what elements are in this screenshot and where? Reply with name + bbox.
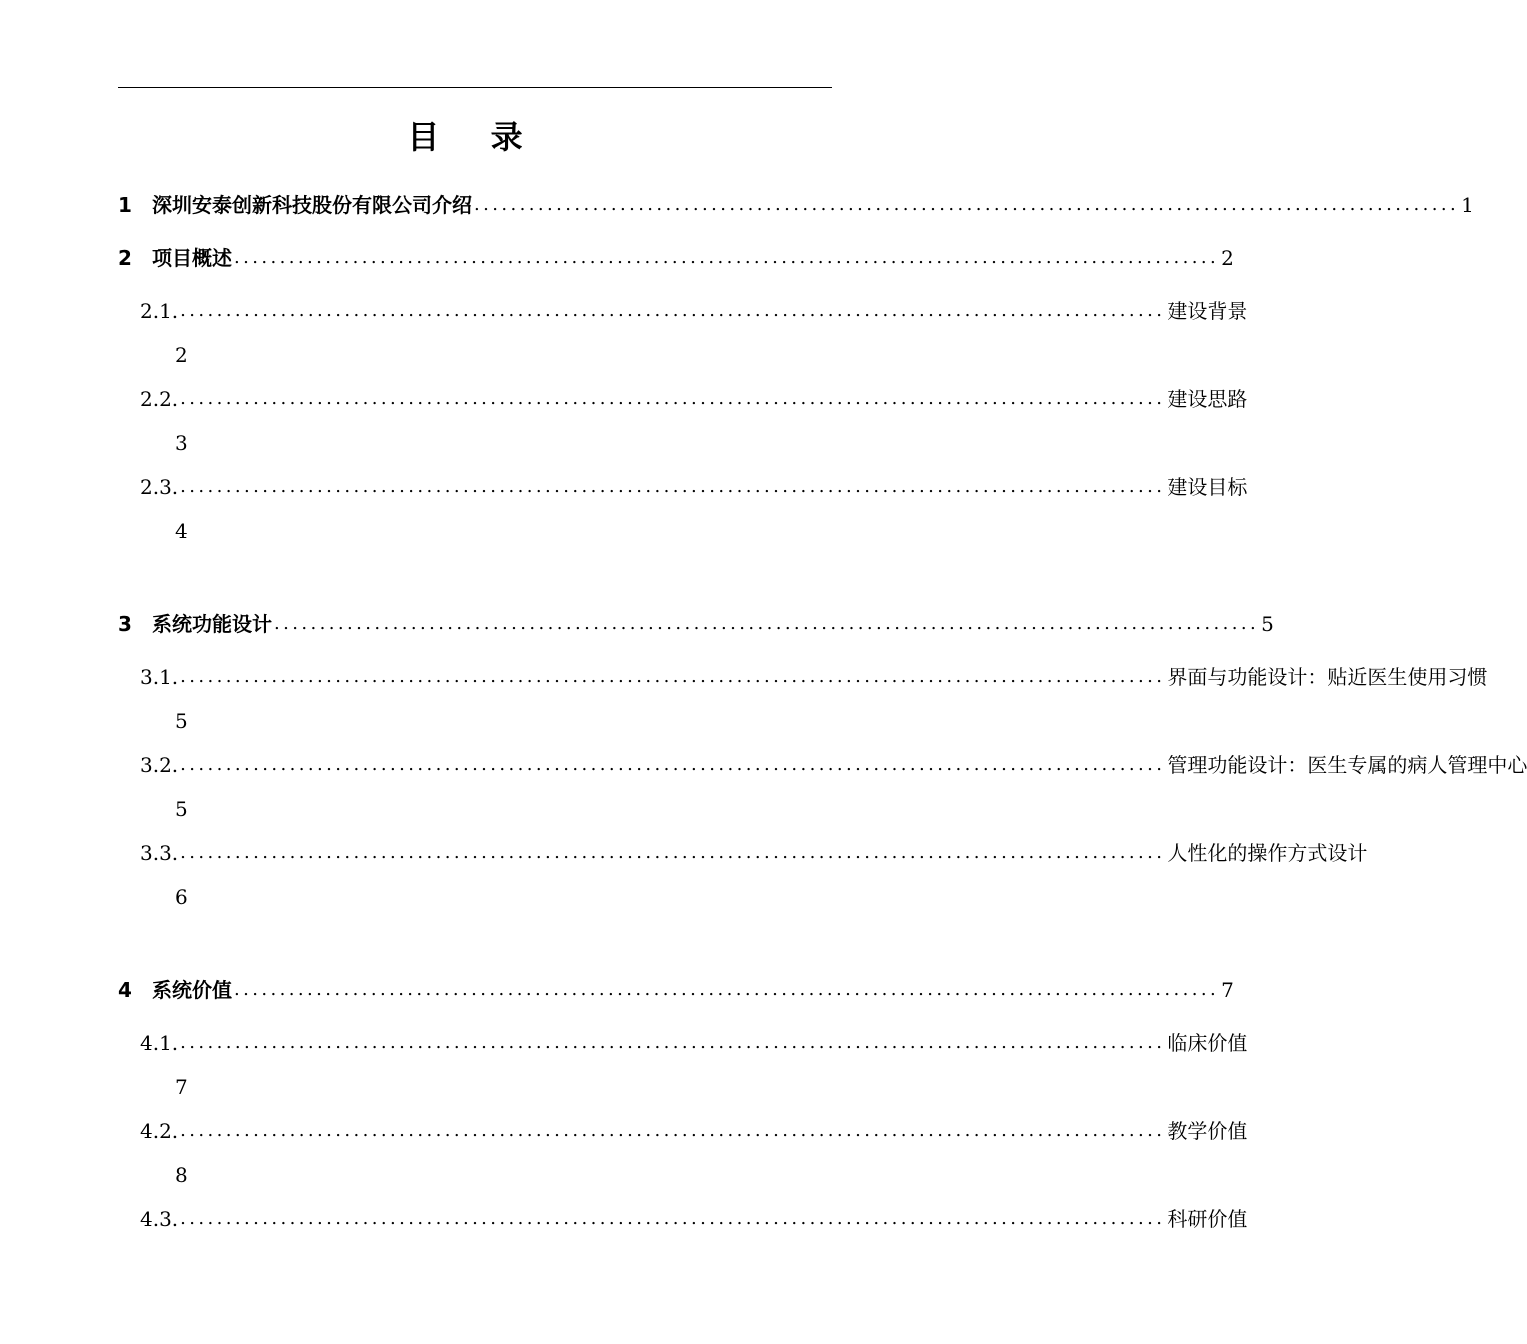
dot-leader: ............................................................................................................ [180,388,1166,409]
toc-entry-number: 2.1. [140,299,179,323]
dot-leader: ............................................................................................................ [180,842,1166,863]
toc-entry-number: 4.1. [140,1031,179,1055]
toc-entry-number: 4.3. [140,1207,179,1231]
toc-entry-label: 建设背景 [1167,299,1248,323]
dot-leader: ............................................................................................................ [180,476,1166,497]
toc-entry-1[interactable] [118,190,1474,220]
toc-entry-page: 2 [1221,246,1234,270]
toc-entry-page: 2 [175,343,188,367]
toc-entry-page: 4 [175,519,188,543]
toc-entry-number: 2 [118,246,132,270]
dot-leader: ............................................................................................................ [234,247,1220,268]
toc-title: 目 录 [407,118,543,156]
toc-entry-page: 1 [1461,193,1474,217]
dot-leader: ............................................................................................................ [274,613,1260,634]
toc-entry-number: 1 [118,193,132,217]
toc-entry-number: 3.2. [140,753,179,777]
toc-entry-4[interactable] [118,975,1234,1005]
toc-entry-label: 管理功能设计：医生专属的病人管理中心 [1167,753,1527,777]
toc-entry-3-3[interactable] [140,838,1368,868]
toc-entry-4-1[interactable] [140,1028,1248,1058]
dot-leader: ............................................................................................................ [474,194,1460,215]
toc-entry-number: 2.3. [140,475,179,499]
toc-entry-number: 3 [118,612,132,636]
header-rule [118,87,832,88]
toc-entry-label: 项目概述 [152,246,232,270]
dot-leader: ............................................................................................................ [180,1120,1166,1141]
toc-entry-page: 7 [1221,978,1234,1002]
toc-entry-page: 5 [175,797,188,821]
toc-entry-number: 2.2. [140,387,179,411]
toc-entry-label: 深圳安泰创新科技股份有限公司介绍 [152,193,472,217]
dot-leader: ............................................................................................................ [180,1032,1166,1053]
toc-entry-number: 4 [118,978,132,1002]
toc-entry-2[interactable] [118,243,1234,273]
toc-entry-number: 3.3. [140,841,179,865]
toc-entry-label: 人性化的操作方式设计 [1167,841,1368,865]
toc-entry-label: 系统价值 [152,978,232,1002]
toc-entry-label: 临床价值 [1167,1031,1248,1055]
toc-entry-2-2[interactable] [140,384,1248,414]
toc-entry-page: 6 [175,885,188,909]
dot-leader: ............................................................................................................ [180,754,1166,775]
dot-leader: ............................................................................................................ [180,1208,1166,1229]
toc-entry-page: 7 [175,1075,188,1099]
toc-entry-3-2[interactable] [140,750,1527,780]
toc-entry-4-3[interactable] [140,1204,1248,1234]
toc-entry-page: 8 [175,1163,188,1187]
toc-entry-number: 4.2. [140,1119,179,1143]
dot-leader: ............................................................................................................ [234,979,1220,1000]
toc-entry-label: 系统功能设计 [152,612,272,636]
toc-entry-label: 教学价值 [1167,1119,1248,1143]
toc-entry-4-2[interactable] [140,1116,1248,1146]
toc-entry-page: 5 [175,709,188,733]
toc-entry-3-1[interactable] [140,662,1488,692]
toc-entry-2-1[interactable] [140,296,1248,326]
toc-entry-label: 科研价值 [1167,1207,1248,1231]
toc-entry-label: 界面与功能设计：贴近医生使用习惯 [1167,665,1488,689]
toc-entry-label: 建设目标 [1167,475,1248,499]
toc-entry-number: 3.1. [140,665,179,689]
toc-entry-label: 建设思路 [1167,387,1248,411]
toc-entry-page: 5 [1261,612,1274,636]
dot-leader: ............................................................................................................ [180,300,1166,321]
toc-entry-page: 3 [175,431,188,455]
dot-leader: ............................................................................................................ [180,666,1166,687]
toc-entry-3[interactable] [118,609,1274,639]
toc-entry-2-3[interactable] [140,472,1248,502]
